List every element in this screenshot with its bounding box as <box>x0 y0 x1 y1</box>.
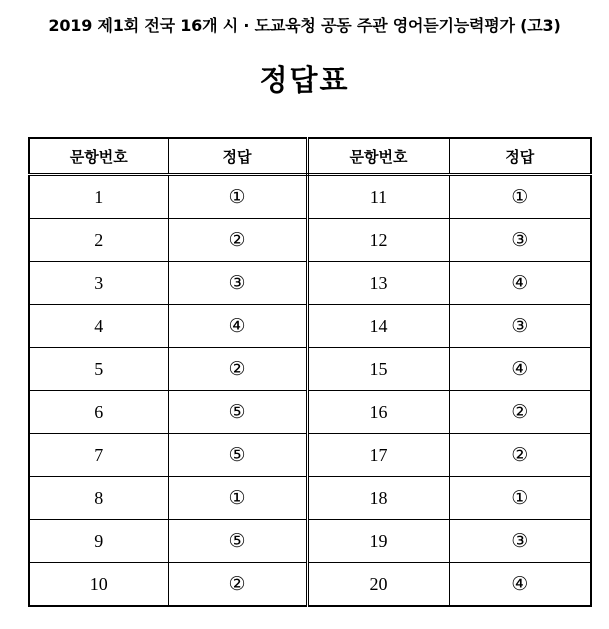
table-row <box>29 391 591 434</box>
answer-cell: ① <box>449 477 591 520</box>
answer-cell: ③ <box>449 520 591 563</box>
question-number-cell: 7 <box>29 434 168 477</box>
answer-cell: ③ <box>449 305 591 348</box>
question-number-cell: 4 <box>29 305 168 348</box>
question-number-cell: 2 <box>29 219 168 262</box>
answer-cell: ⑤ <box>168 391 307 434</box>
answer-sheet-title: 정답표 <box>259 63 350 97</box>
answer-rows <box>29 175 591 607</box>
answer-cell: ④ <box>449 563 591 607</box>
answer-table <box>28 137 592 607</box>
question-number-cell: 12 <box>307 219 449 262</box>
answer-cell: ④ <box>449 348 591 391</box>
table-row <box>29 520 591 563</box>
question-number-cell: 18 <box>307 477 449 520</box>
column-header-answer: 정답 <box>168 138 307 175</box>
table-row <box>29 305 591 348</box>
answer-cell: ① <box>168 175 307 219</box>
question-number-cell: 9 <box>29 520 168 563</box>
question-number-cell: 20 <box>307 563 449 607</box>
table-row <box>29 434 591 477</box>
table-row <box>29 219 591 262</box>
question-number-cell: 8 <box>29 477 168 520</box>
table-header-row <box>29 138 591 175</box>
column-header-question-number: 문항번호 <box>29 138 168 175</box>
answer-cell: ④ <box>168 305 307 348</box>
exam-title: 2019 제1회 전국 16개 시 · 도교육청 공동 주관 영어듣기능력평가 (고3) <box>48 16 561 35</box>
question-number-cell: 11 <box>307 175 449 219</box>
answer-cell: ⑤ <box>168 520 307 563</box>
answer-cell: ② <box>168 563 307 607</box>
question-number-cell: 6 <box>29 391 168 434</box>
column-header-question-number: 문항번호 <box>307 138 449 175</box>
table-row <box>29 477 591 520</box>
answer-cell: ④ <box>449 262 591 305</box>
answer-cell: ⑤ <box>168 434 307 477</box>
question-number-cell: 16 <box>307 391 449 434</box>
question-number-cell: 17 <box>307 434 449 477</box>
answer-cell: ② <box>168 219 307 262</box>
question-number-cell: 19 <box>307 520 449 563</box>
answer-cell: ③ <box>168 262 307 305</box>
question-number-cell: 5 <box>29 348 168 391</box>
question-number-cell: 14 <box>307 305 449 348</box>
question-number-cell: 1 <box>29 175 168 219</box>
column-header-answer: 정답 <box>449 138 591 175</box>
question-number-cell: 13 <box>307 262 449 305</box>
table-row <box>29 563 591 607</box>
answer-cell: ② <box>168 348 307 391</box>
answer-cell: ① <box>168 477 307 520</box>
table-row <box>29 262 591 305</box>
answer-cell: ② <box>449 391 591 434</box>
question-number-cell: 10 <box>29 563 168 607</box>
answer-cell: ① <box>449 175 591 219</box>
answer-cell: ② <box>449 434 591 477</box>
table-row <box>29 175 591 219</box>
answer-cell: ③ <box>449 219 591 262</box>
question-number-cell: 15 <box>307 348 449 391</box>
question-number-cell: 3 <box>29 262 168 305</box>
table-row <box>29 348 591 391</box>
